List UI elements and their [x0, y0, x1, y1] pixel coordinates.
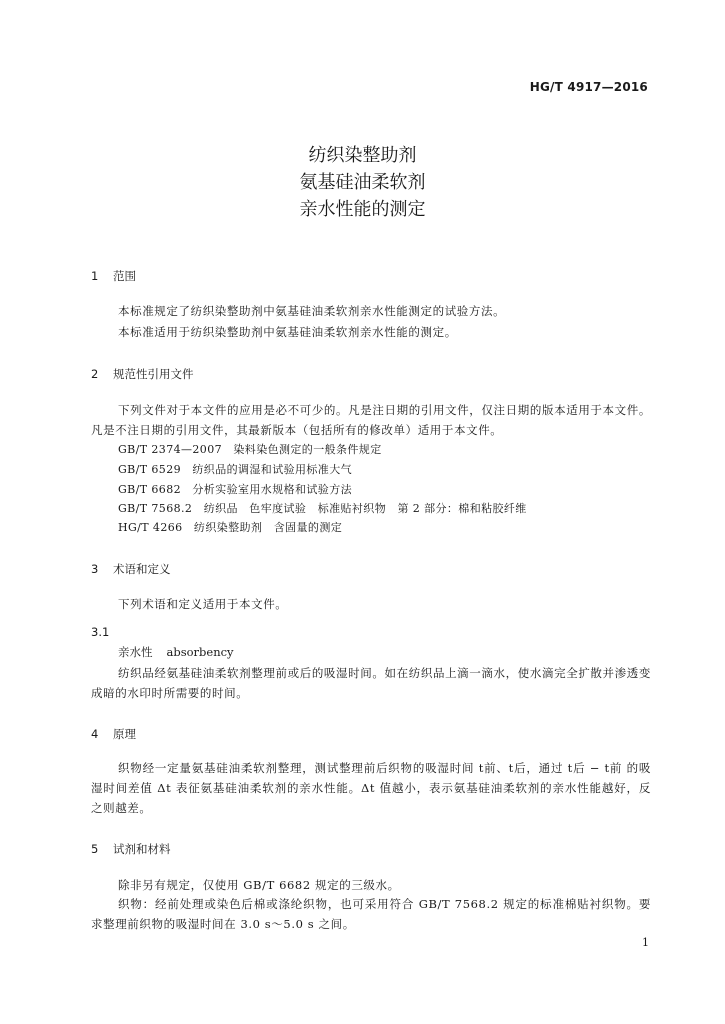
section-2-intro: 下列文件对于本文件的应用是必不可少的。凡是注日期的引用文件，仅注日期的版本适用于本文件。凡是不注日期的引用文件，其最新版本（包括所有的修改单）适用于本文件。: [91, 403, 651, 437]
section-4-paragraph: 织物经一定量氨基硅油柔软剂整理，测试整理前后织物的吸湿时间 t前、t后，通过 t后 − t前 的吸湿时间差值 Δt 表征氨基硅油柔软剂的亲水性能。Δt 值越小，表示氨基硅油柔软剂的亲水性能越好，反之则越差。: [91, 761, 651, 815]
section-2-heading: [91, 366, 194, 382]
section-4-heading: [91, 726, 136, 742]
section-1-paragraph-1: 本标准规定了纺织染整助剂中氨基硅油柔软剂亲水性能测定的试验方法。: [118, 304, 506, 318]
title-line-3: 亲水性能的测定: [299, 199, 426, 220]
section-5-number: 5: [91, 842, 99, 856]
section-5-paragraph-1: 除非另有规定，仅使用 GB/T 6682 规定的三级水。: [118, 878, 400, 892]
section-3-title: 术语和定义: [113, 562, 171, 576]
term-number: 3.1: [91, 625, 110, 639]
reference-item: HG/T 4266 纺织染整助剂 含固量的测定: [118, 521, 343, 534]
section-3-number: 3: [91, 562, 99, 576]
reference-item: GB/T 2374—2007 染料染色测定的一般条件规定: [118, 443, 382, 456]
section-2-title: 规范性引用文件: [113, 367, 194, 381]
title-line-2: 氨基硅油柔软剂: [299, 172, 426, 193]
section-3-heading: [91, 561, 171, 577]
section-5-heading: [91, 841, 171, 857]
section-1-title: 范围: [113, 269, 136, 283]
term-definition: 纺织品经氨基硅油柔软剂整理前或后的吸湿时间。如在纺织品上滴一滴水，使水滴完全扩散并渗透变成暗的水印时所需要的时间。: [91, 666, 651, 700]
standard-number: HG/T 4917—2016: [529, 80, 648, 94]
section-2-number: 2: [91, 367, 99, 381]
section-1-paragraph-2: 本标准适用于纺织染整助剂中氨基硅油柔软剂亲水性能的测定。: [118, 325, 457, 339]
reference-item: GB/T 6682 分析实验室用水规格和试验方法: [118, 483, 353, 496]
title-line-1: 纺织染整助剂: [308, 145, 417, 166]
reference-item: GB/T 7568.2 纺织品 色牢度试验 标准贴衬织物 第 2 部分：棉和粘胶纤维: [118, 502, 527, 515]
section-4-title: 原理: [113, 727, 136, 741]
term-entry: [118, 644, 234, 660]
section-4-number: 4: [91, 727, 99, 741]
section-1-heading: [91, 268, 136, 284]
section-5-title: 试剂和材料: [113, 842, 171, 856]
term-chinese: 亲水性: [118, 645, 153, 659]
page-number: 1: [642, 936, 649, 949]
section-3-intro: 下列术语和定义适用于本文件。: [118, 597, 288, 611]
section-5-paragraph-2: 织物：经前处理或染色后棉或涤纶织物，也可采用符合 GB/T 7568.2 规定的标准棉贴衬织物。要求整理前织物的吸湿时间在 3.0 s～5.0 s 之间。: [91, 897, 651, 931]
reference-item: GB/T 6529 纺织品的调湿和试验用标准大气: [118, 463, 353, 476]
term-english: absorbency: [166, 645, 234, 659]
section-1-number: 1: [91, 269, 99, 283]
